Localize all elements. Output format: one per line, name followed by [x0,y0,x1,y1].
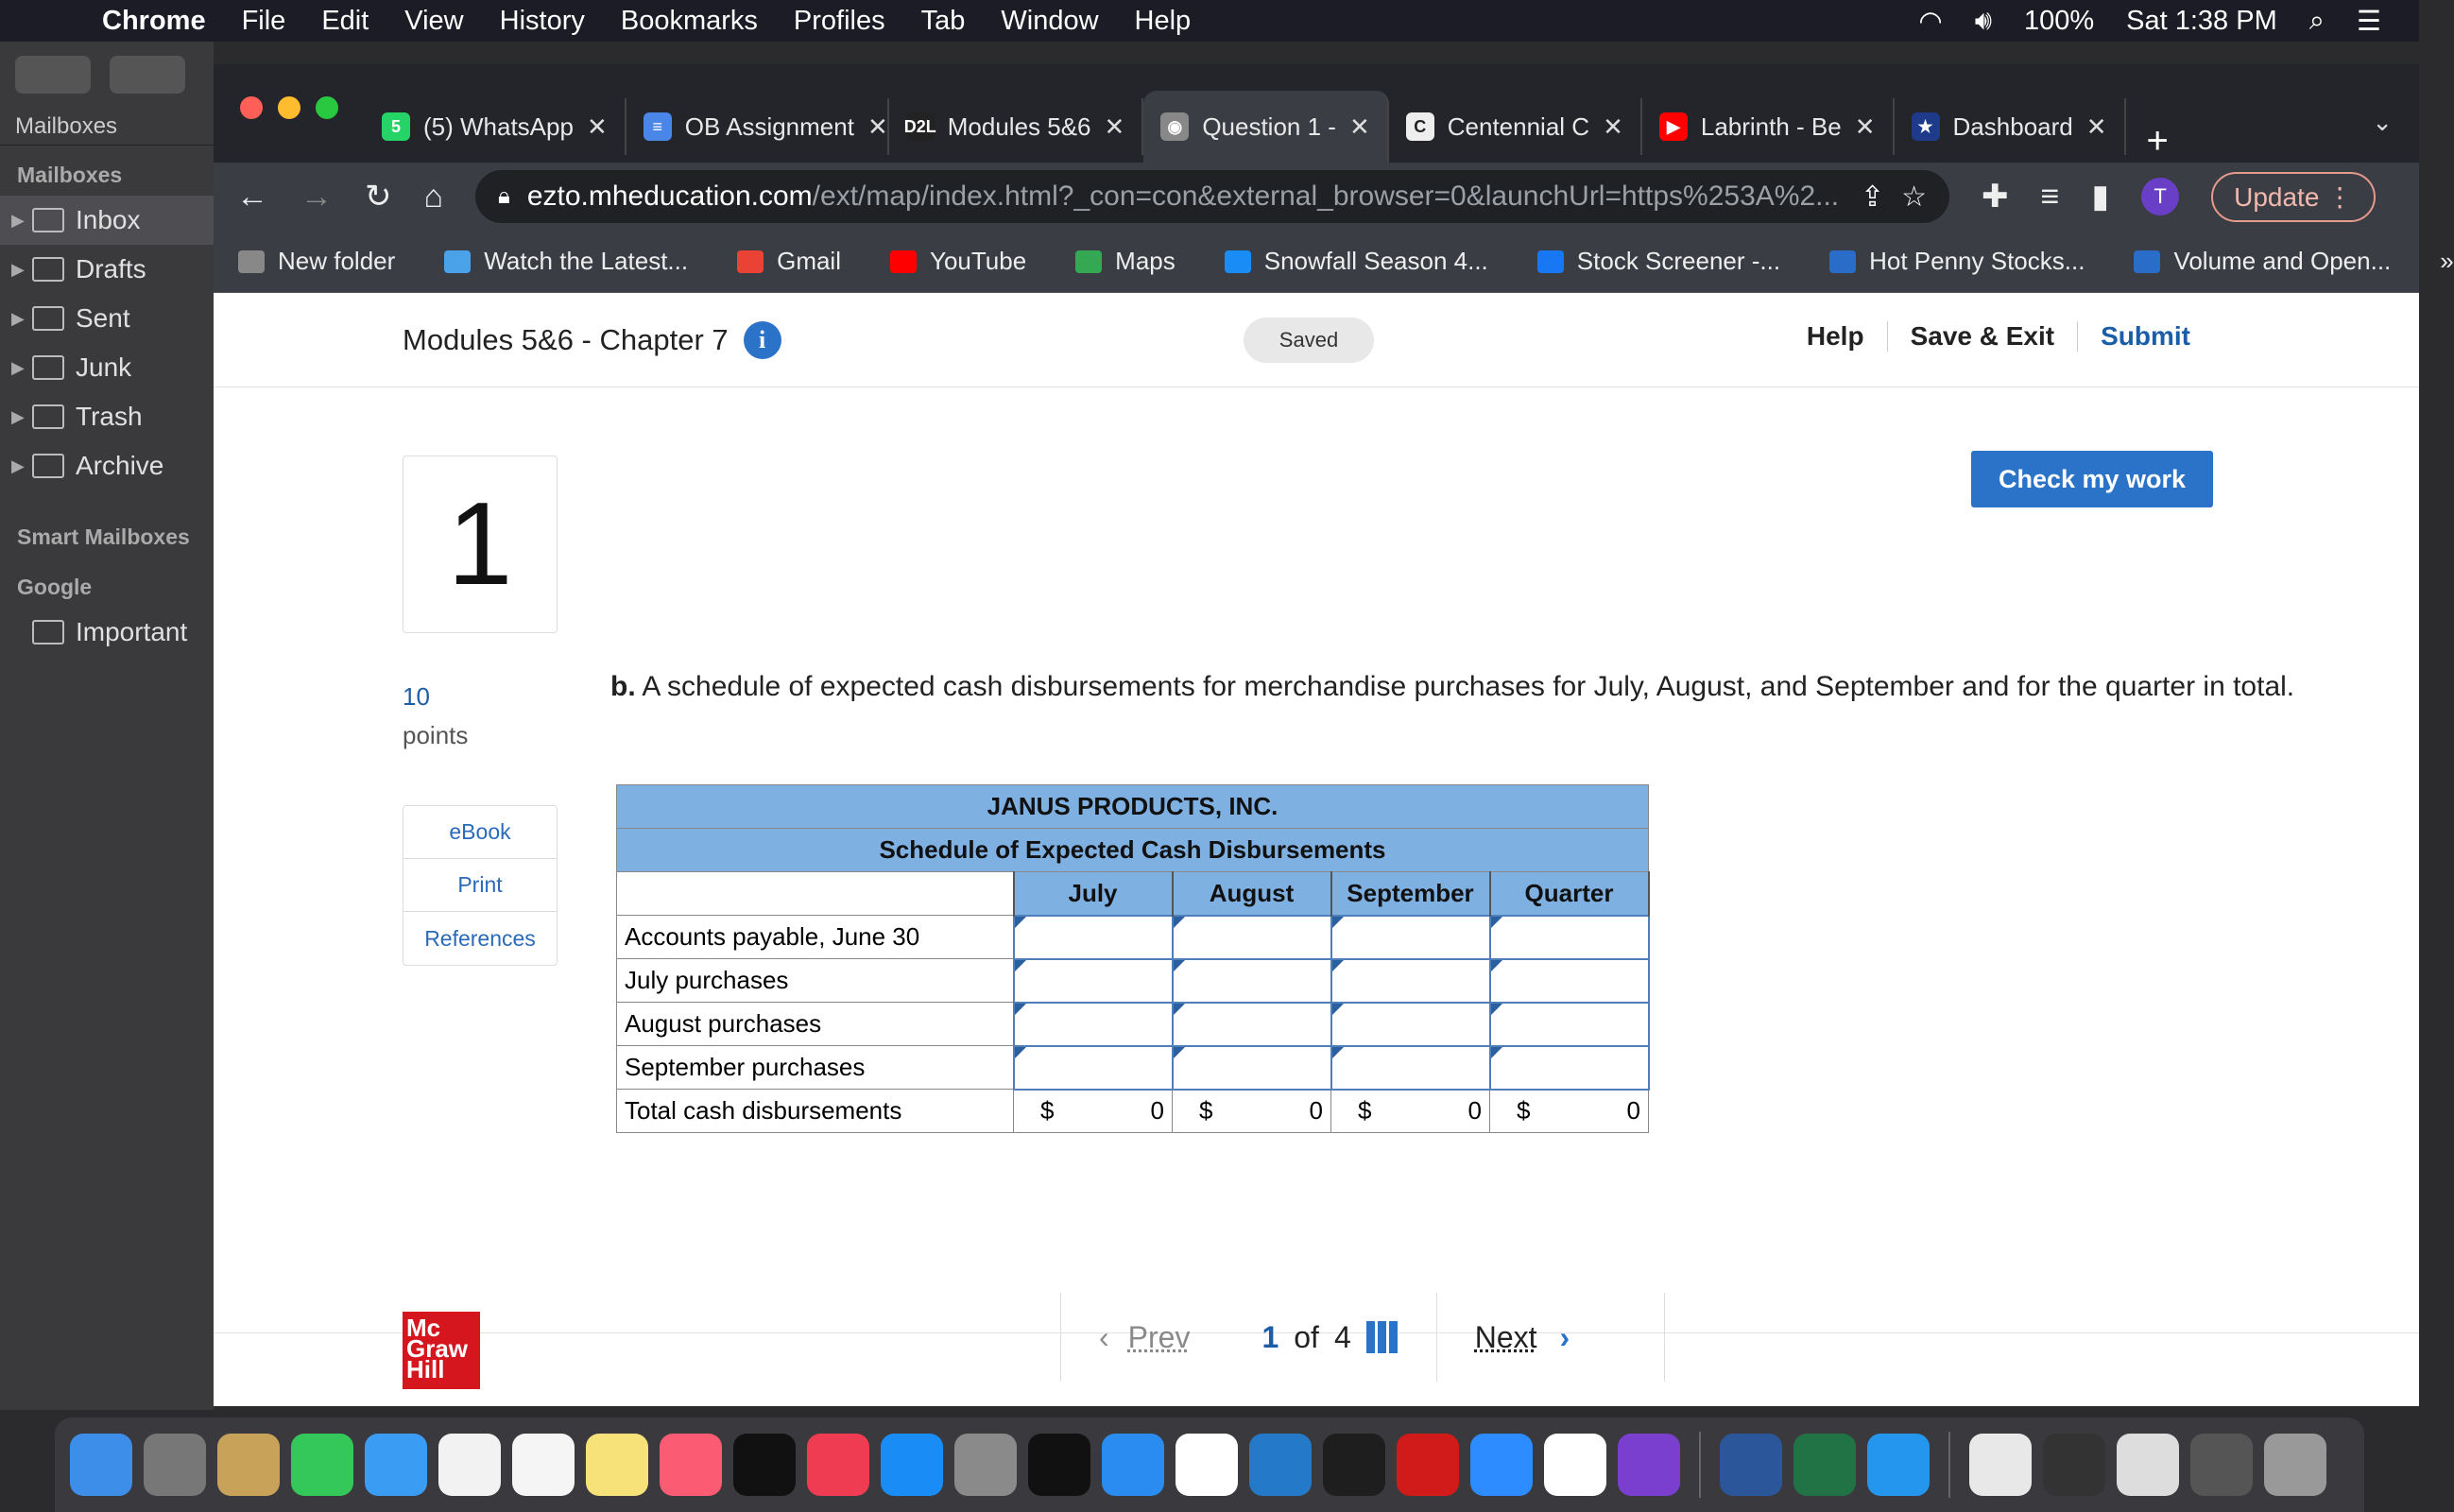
bookmark-favicon-icon [1537,250,1564,273]
disclosure-triangle-icon[interactable]: ▶ [11,210,25,230]
assignment-page [214,293,2419,1406]
september-purchases-quarter-input[interactable] [1490,1046,1649,1090]
mailbox-sent[interactable] [0,294,214,343]
mailbox-archive[interactable] [0,441,214,490]
mailbox-label: Trash [76,402,143,431]
points-value: 10 [403,682,430,711]
row-label: Total cash disbursements [617,1090,1014,1133]
bookmark-favicon-icon [238,250,265,273]
saved-status-badge: Saved [1244,318,1374,363]
menu-app-name[interactable]: Chrome [102,5,206,36]
chrome-window [214,64,2454,1406]
apple-tv-icon[interactable] [733,1434,796,1496]
close-tab-icon[interactable]: ✕ [1603,112,1623,141]
logo-line: Mc [406,1314,441,1342]
home-icon[interactable]: ⌂ [423,178,444,215]
ap-june30-july-input[interactable] [1014,916,1173,959]
table-row [617,1046,1649,1090]
currency-symbol: $ [1358,1096,1372,1125]
disclosure-triangle-icon[interactable]: ▶ [11,308,25,328]
next-label: Next [1474,1319,1537,1354]
folder-icon [32,620,64,644]
tab-title: (5) WhatsApp [423,112,574,141]
tab-search-chevron-icon[interactable]: ⌄ [2372,108,2393,136]
bookmark-item[interactable] [890,247,1026,276]
browser-tab[interactable] [1143,91,1388,163]
spotlight-search-icon[interactable]: ⌕ [2308,5,2325,36]
bookmark-item[interactable] [1537,247,1780,276]
tab-favicon-icon: 5 [382,112,410,141]
bookmark-favicon-icon [737,250,764,273]
question-text [610,670,2406,704]
macos-dock [55,1418,2364,1512]
disclosure-triangle-icon[interactable]: ▶ [11,259,25,279]
menu-edit[interactable]: Edit [321,5,369,36]
extensions-icon[interactable]: ✚ [1982,179,2009,215]
zoom-window-button[interactable] [316,96,338,119]
system-preferences-icon[interactable] [954,1434,1017,1496]
chrome-icon[interactable] [1176,1434,1238,1496]
minimize-window-button[interactable] [278,96,300,119]
august-purchases-august-input[interactable] [1173,1003,1331,1046]
bookmark-label: Watch the Latest... [484,247,689,275]
save-exit-link[interactable]: Save & Exit [1888,321,2079,352]
close-window-button[interactable] [240,96,263,119]
points-label: points [403,721,469,749]
menu-tab[interactable]: Tab [920,5,966,36]
july-purchases-quarter-input[interactable] [1490,959,1649,1003]
bookmark-label: Snowfall Season 4... [1263,247,1488,275]
disclosure-triangle-icon[interactable]: ▶ [11,406,25,426]
trash-bin-icon[interactable] [2264,1434,2326,1496]
menu-help[interactable]: Help [1134,5,1192,36]
menu-view[interactable]: View [404,5,464,36]
macos-menu-bar [0,0,2419,42]
app-store-icon[interactable] [881,1434,943,1496]
mailbox-label: Junk [76,352,132,382]
resource-links [403,805,558,966]
document-icon[interactable] [1969,1434,2032,1496]
check-my-work-button[interactable]: Check my work [1971,451,2213,507]
august-purchases-quarter-input[interactable] [1490,1003,1649,1046]
tab-favicon-icon: ◉ [1160,112,1189,141]
section-smart-mailboxes: Smart Mailboxes [17,524,190,549]
logo-line: Graw [406,1334,469,1363]
total-value: 0 [1150,1096,1164,1125]
col-header-quarter: Quarter [1490,872,1649,916]
chevron-right-icon: › [1559,1319,1570,1354]
table-row [617,916,1649,959]
ap-june30-august-input[interactable] [1173,916,1331,959]
bookmark-label: Maps [1115,247,1176,275]
acrobat-icon[interactable] [1397,1434,1459,1496]
drafts-icon [32,257,64,282]
september-purchases-august-input[interactable] [1173,1046,1331,1090]
reload-icon[interactable]: ↻ [365,179,392,215]
close-tab-icon[interactable]: ✕ [1104,112,1125,141]
battery-percent[interactable]: 100% [2023,5,2095,36]
control-center-icon[interactable]: ☰ [2357,6,2381,37]
dock-separator [1948,1432,1950,1498]
menu-profiles[interactable]: Profiles [793,5,885,36]
bookmark-label: Stock Screener -... [1576,247,1781,275]
currency-symbol: $ [1517,1096,1531,1125]
slack-icon[interactable] [1544,1434,1606,1496]
bookmark-label: New folder [278,247,396,275]
september-purchases-september-input[interactable] [1331,1046,1490,1090]
september-purchases-july-input[interactable] [1014,1046,1173,1090]
menu-bookmarks[interactable]: Bookmarks [620,5,758,36]
menu-file[interactable]: File [241,5,286,36]
next-button[interactable] [1475,1320,1570,1355]
total-quarter [1490,1090,1649,1133]
zoom-icon[interactable] [1470,1434,1533,1496]
currency-symbol: $ [1199,1096,1213,1125]
tab-title: Modules 5&6 [947,112,1091,141]
question-part-label: b. [610,671,636,702]
downloads-stack-icon[interactable] [2117,1434,2179,1496]
july-purchases-september-input[interactable] [1331,959,1490,1003]
currency-symbol: $ [1040,1096,1055,1125]
terminal-icon[interactable] [1028,1434,1090,1496]
bookmarks-overflow-icon[interactable]: » [2440,247,2454,275]
bookmark-item[interactable] [238,247,395,276]
figma-icon[interactable] [1323,1434,1385,1496]
compose-button[interactable] [110,56,185,94]
recent-window-icon[interactable] [2190,1434,2253,1496]
prev-label: Prev [1127,1319,1191,1354]
mail-sidebar [0,42,214,1410]
tab-title: Question 1 - [1202,112,1336,141]
col-header-july: July [1014,872,1173,916]
close-tab-icon[interactable]: ✕ [867,112,888,141]
bookmark-item[interactable] [1829,247,2085,276]
info-icon[interactable]: i [744,321,781,359]
tab-favicon-icon: ≡ [644,112,672,141]
total-pages: 4 [1333,1319,1351,1354]
facetime-icon[interactable] [291,1434,353,1496]
trash-icon [32,404,64,429]
assignment-header [214,293,2419,387]
points [403,682,468,750]
browser-tab[interactable] [889,98,1144,155]
page-counter [1261,1293,1436,1382]
calendar-icon[interactable] [438,1434,501,1496]
table-row-total [617,1090,1649,1133]
bookmark-favicon-icon [1829,250,1856,273]
mail-stamp-icon[interactable] [217,1434,280,1496]
current-page: 1 [1261,1319,1279,1354]
messages-icon[interactable] [365,1434,427,1496]
url-host: ezto.mheducation.com [526,180,813,212]
update-button[interactable]: Update ⋮ [2211,172,2376,222]
address-bar[interactable] [475,170,1949,223]
music-icon[interactable] [660,1434,722,1496]
references-link[interactable]: References [424,925,536,951]
mailboxes-toggle[interactable]: Mailboxes [0,108,214,146]
mailbox-label: Inbox [76,205,141,234]
table-row [617,959,1649,1003]
july-purchases-july-input[interactable] [1014,959,1173,1003]
close-tab-icon[interactable]: ✕ [586,112,608,141]
section-google: Google [17,575,93,599]
junk-icon [32,355,64,380]
close-tab-icon[interactable]: ✕ [1348,112,1370,141]
col-header-august: August [1173,872,1331,916]
ebook-link[interactable]: eBook [403,806,557,859]
bookmark-favicon-icon [444,250,471,273]
lock-icon[interactable]: 🔒︎ [498,183,510,209]
reminders-icon[interactable] [512,1434,575,1496]
bookmark-label: Volume and Open... [2173,247,2392,275]
mcgraw-hill-logo [403,1312,480,1389]
table-header-blank [617,872,1014,916]
bookmark-item[interactable] [2134,247,2391,276]
update-label: Update [2234,181,2320,212]
tab-title: Centennial C [1447,112,1590,141]
bookmark-item[interactable] [737,247,841,276]
section-mailboxes: Mailboxes [17,163,123,187]
row-label: Accounts payable, June 30 [617,916,1014,959]
total-july [1014,1090,1173,1133]
vscode-icon[interactable] [1249,1434,1312,1496]
mailbox-junk[interactable] [0,343,214,392]
tab-favicon-icon: C [1406,112,1434,141]
tab-strip [214,64,2419,163]
bookmark-label: Gmail [777,247,841,275]
bookmark-item[interactable] [1225,247,1488,276]
assignment-title-text: Modules 5&6 - Chapter 7 [403,322,729,356]
tab-favicon-icon: D2L [906,112,935,141]
finder-icon[interactable] [70,1434,132,1496]
total-value: 0 [1626,1096,1640,1125]
mailbox-label: Archive [76,451,164,480]
header-links [1784,321,2213,352]
question-number: 1 [403,455,558,633]
menu-window[interactable]: Window [1001,5,1099,36]
total-august [1173,1090,1331,1133]
browser-tab[interactable] [1642,98,1895,155]
bookmark-favicon-icon [2134,250,2160,273]
browser-tab[interactable] [626,98,889,155]
url-path: /ext/map/index.html?_con=con&external_browser=0&launchUrl=https%253A%2... [812,180,1840,212]
menu-history[interactable]: History [499,5,585,36]
mailbox-important[interactable] [0,608,214,657]
bookmark-favicon-icon [890,250,917,273]
of-label: of [1294,1319,1319,1354]
word-icon[interactable] [1720,1434,1782,1496]
mailbox-label: Sent [76,303,130,333]
browser-tab[interactable] [1389,98,1642,155]
get-mail-button[interactable] [15,56,91,94]
july-purchases-august-input[interactable] [1173,959,1331,1003]
share-icon[interactable]: ⇪ [1861,180,1885,213]
bookmark-label: Hot Penny Stocks... [1869,247,2085,275]
browser-tab[interactable] [1895,98,2126,155]
prev-button[interactable] [1099,1320,1190,1355]
question-body: A schedule of expected cash disbursements for merchandise purchases for July, August, and September and for the quarter in total. [635,671,2295,702]
bookmark-item[interactable] [1075,247,1176,276]
table-company-name: JANUS PRODUCTS, INC. [617,785,1649,829]
safari-icon[interactable] [1102,1434,1164,1496]
row-label: September purchases [617,1046,1014,1090]
table-title: Schedule of Expected Cash Disbursements [617,829,1649,872]
bookmark-favicon-icon [1075,250,1102,273]
mailbox-label: Drafts [76,254,146,284]
news-icon[interactable] [807,1434,869,1496]
screenshot-thumbnail-icon[interactable] [2043,1434,2105,1496]
docker-icon[interactable] [1867,1434,1930,1496]
disclosure-triangle-icon[interactable]: ▶ [11,455,25,475]
bookmark-favicon-icon [1225,250,1251,273]
tab-title: Dashboard [1952,112,2073,141]
notes-icon[interactable] [586,1434,648,1496]
side-panel-icon[interactable]: ▮ [2091,179,2110,215]
disclosure-triangle-icon[interactable]: ▶ [11,357,25,377]
forward-icon[interactable]: → [300,178,333,215]
wifi-icon[interactable]: ◠ [1918,6,1943,37]
back-icon[interactable]: ← [236,178,268,215]
bookmark-item[interactable] [444,247,688,276]
tab-list [365,91,2126,163]
tab-favicon-icon: ★ [1912,112,1940,141]
tab-title: OB Assignment [684,112,854,141]
total-value: 0 [1309,1096,1323,1125]
mail-toolbar [0,42,214,108]
bookmarks-bar [214,231,2454,293]
chevron-left-icon: ‹ [1099,1319,1109,1354]
row-label: July purchases [617,959,1014,1003]
dock-separator [1699,1432,1701,1498]
question-pager [1060,1293,1665,1382]
browser-tab[interactable] [365,98,626,155]
table-row [617,1003,1649,1046]
mailbox-label: Important [76,617,188,646]
tab-favicon-icon: ▶ [1659,112,1688,141]
close-tab-icon[interactable]: ✕ [2085,112,2107,141]
excel-icon[interactable] [1793,1434,1856,1496]
tab-title: Labrinth - Be [1700,112,1842,141]
total-september [1331,1090,1490,1133]
help-link[interactable]: Help [1784,321,1888,352]
reading-list-icon[interactable]: ≡ [2040,178,2060,215]
inbox-icon [32,208,64,232]
mailbox-inbox[interactable] [0,196,214,245]
profile-avatar[interactable]: T [2141,178,2179,215]
ap-june30-september-input[interactable] [1331,916,1490,959]
new-tab-button[interactable]: + [2146,120,2169,162]
col-header-september: September [1331,872,1490,916]
close-tab-icon[interactable]: ✕ [1854,112,1876,141]
clock[interactable]: Sat 1:38 PM [2126,5,2277,36]
toolbar [214,163,2419,231]
archive-icon [32,454,64,478]
total-value: 0 [1467,1096,1482,1125]
volume-icon[interactable]: 🔊︎ [1974,5,1992,36]
sent-icon [32,306,64,331]
row-label: August purchases [617,1003,1014,1046]
logo-line: Hill [406,1355,445,1383]
print-link[interactable]: Print [403,859,557,912]
ap-june30-quarter-input[interactable] [1490,916,1649,959]
august-purchases-july-input[interactable] [1014,1003,1173,1046]
cash-disbursements-table [616,784,1650,1133]
grid-view-icon[interactable] [1366,1321,1399,1353]
bookmark-star-icon[interactable]: ☆ [1901,180,1928,213]
bookmark-label: YouTube [930,247,1027,275]
mailbox-trash[interactable] [0,392,214,441]
assignment-title [403,321,781,359]
mailbox-drafts[interactable] [0,245,214,294]
github-desktop-icon[interactable] [1618,1434,1680,1496]
launchpad-icon[interactable] [144,1434,206,1496]
submit-link[interactable]: Submit [2101,321,2190,351]
window-controls [240,96,338,119]
august-purchases-september-input[interactable] [1331,1003,1490,1046]
